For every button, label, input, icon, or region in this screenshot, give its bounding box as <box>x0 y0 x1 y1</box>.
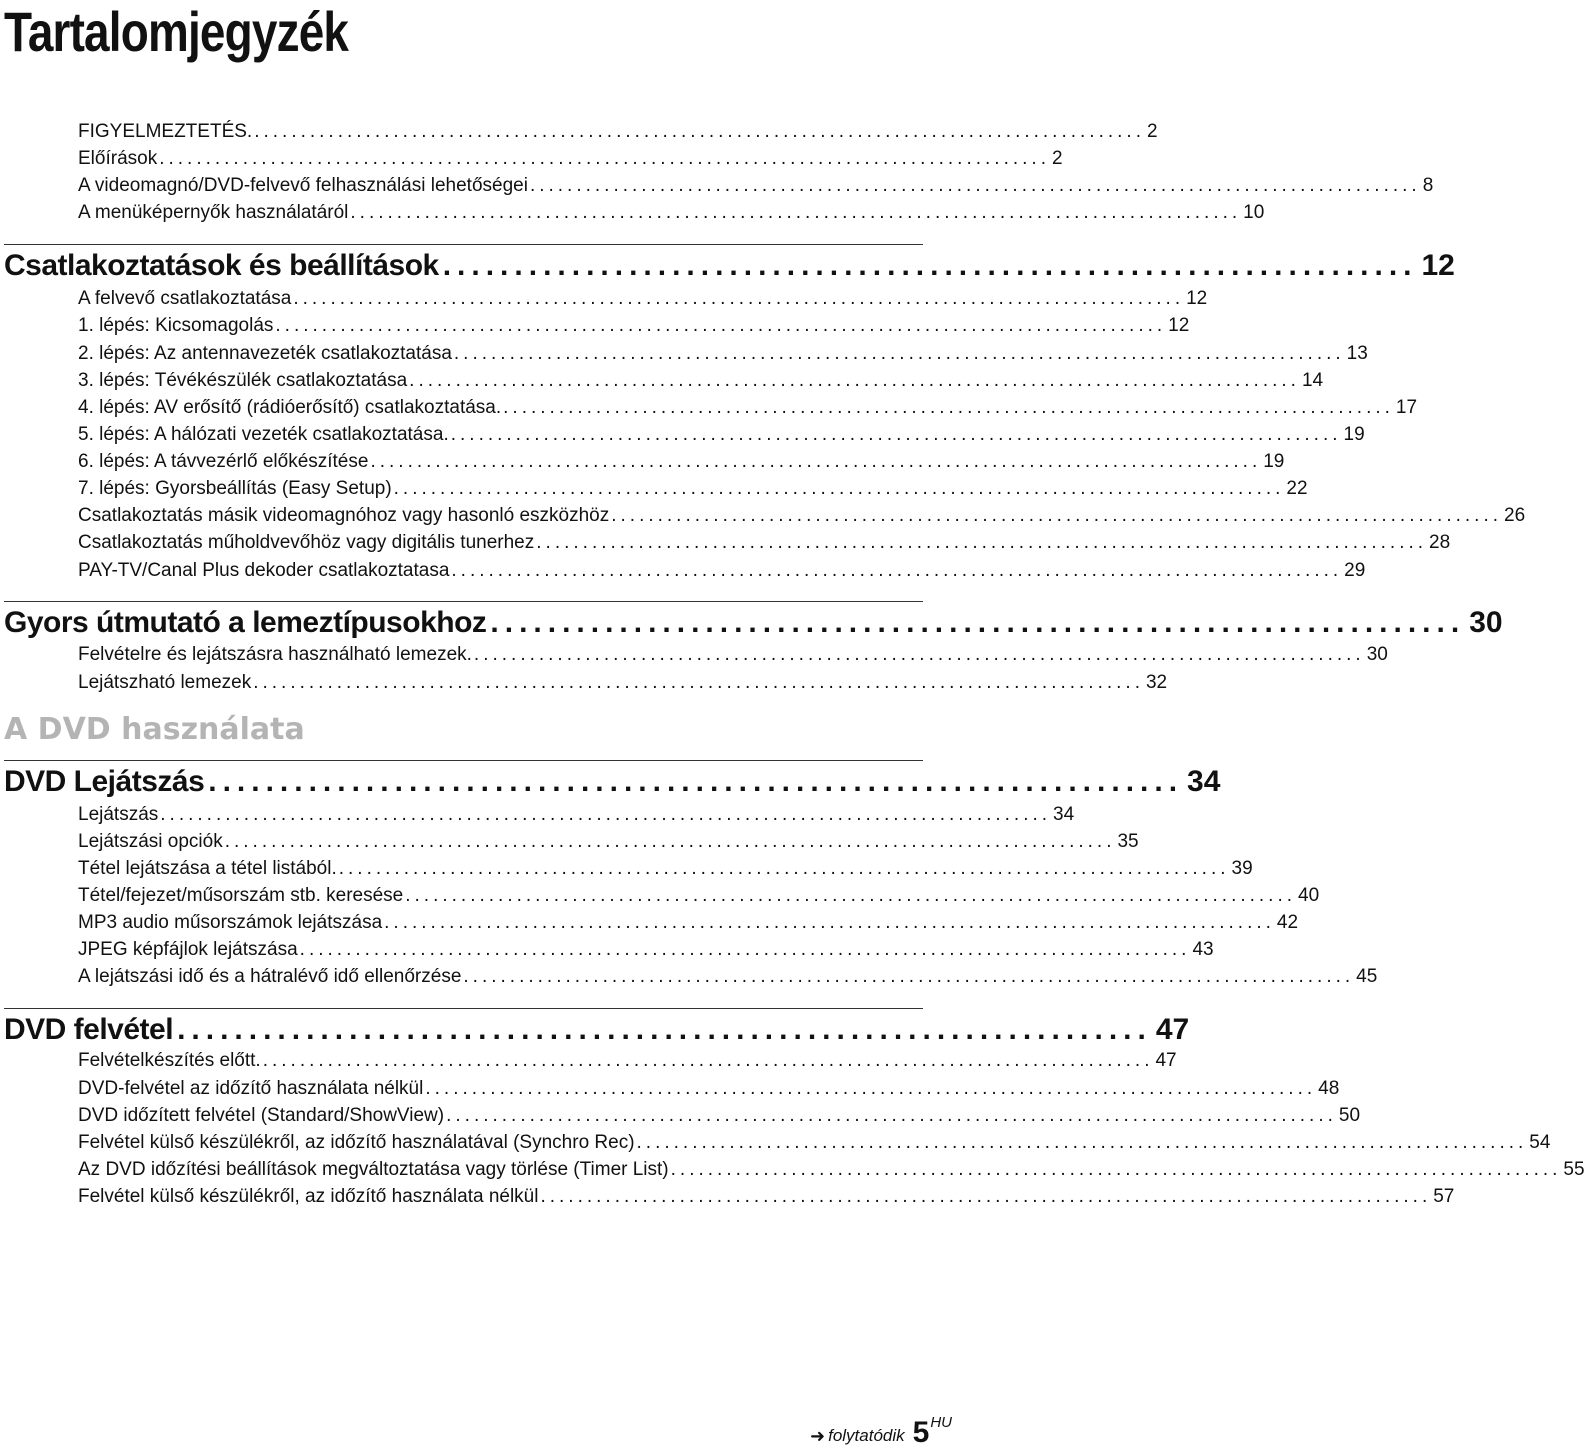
leader-dots: ................................................................................................ <box>453 343 1345 364</box>
toc-entry-page: 8 <box>1422 175 1434 196</box>
toc-entry-label: Lejátszás <box>78 804 159 825</box>
leader-dots: ................................................................................................ <box>405 885 1297 906</box>
leader-dots: ................................................................................................ <box>540 1186 1432 1207</box>
toc-entry-label: Előírások <box>78 148 158 169</box>
toc-entry-label: Tétel lejátszása a tétel listából. <box>78 858 337 879</box>
section-title: Gyors útmutató a lemeztípusokhoz <box>4 606 487 639</box>
toc-entry-label: PAY-TV/Canal Plus dekoder csatlakoztatasa <box>78 560 450 581</box>
leader-dots: ................................................................................................ <box>451 560 1343 581</box>
toc-entry[interactable] <box>78 145 1063 173</box>
toc-entry-label: Felvételkészítés előtt. <box>78 1050 261 1071</box>
toc-entry[interactable] <box>78 801 1075 829</box>
page-footer <box>810 1414 952 1448</box>
toc-entry[interactable] <box>78 855 1253 883</box>
continue-arrow-icon: ➜ <box>810 1426 826 1446</box>
section-title: DVD felvétel <box>4 1013 174 1046</box>
leader-dots: ................................................................................................ <box>224 831 1116 852</box>
toc-entry-page: 54 <box>1529 1132 1551 1153</box>
toc-entry[interactable] <box>78 641 1388 669</box>
section-page: 47 <box>1155 1013 1190 1046</box>
toc-entry-label: 6. lépés: A távvezérlő előkészítése <box>78 451 369 472</box>
toc-entry[interactable] <box>78 1047 1177 1075</box>
toc-entry[interactable] <box>78 936 1214 964</box>
toc-entry-page: 2 <box>1146 121 1158 142</box>
section-divider <box>4 760 923 761</box>
toc-entry-label: Az DVD időzítési beállítások megváltoztatása vagy törlése (Timer List) <box>78 1159 669 1180</box>
leader-dots: ................................................................................................ <box>529 175 1421 196</box>
toc-entry[interactable] <box>78 367 1324 395</box>
toc-entry-page: 10 <box>1243 202 1265 223</box>
toc-entry[interactable] <box>78 118 1158 146</box>
leader-dots: ................................................................................................ <box>450 424 1342 445</box>
toc-entry-label: FIGYELMEZTETÉS. <box>78 121 253 142</box>
leader-dots: ................................................................................................ <box>670 1159 1562 1180</box>
toc-entry[interactable] <box>78 285 1208 313</box>
toc-entry-label: DVD időzített felvétel (Standard/ShowView) <box>78 1105 445 1126</box>
toc-entry-label: Felvételre és lejátszásra használható lemezek. <box>78 644 472 665</box>
toc-section-heading[interactable] <box>4 603 1503 643</box>
toc-entry[interactable] <box>78 557 1366 585</box>
toc-entry-label: DVD-felvétel az időzítő használata nélkül <box>78 1078 424 1099</box>
toc-entry[interactable] <box>78 502 1526 530</box>
toc-entry-page: 57 <box>1433 1186 1455 1207</box>
toc-entry[interactable] <box>78 669 1168 697</box>
toc-entry-page: 2 <box>1051 148 1063 169</box>
toc-entry[interactable] <box>78 172 1434 200</box>
toc-entry-page: 19 <box>1343 424 1365 445</box>
toc-entry-page: 55 <box>1563 1159 1585 1180</box>
toc-section-heading[interactable] <box>4 246 1455 286</box>
toc-entry[interactable] <box>78 909 1299 937</box>
leader-dots: ................................................................................................ <box>463 966 1355 987</box>
language-code: HU <box>930 1414 952 1431</box>
toc-entry-page: 42 <box>1276 912 1299 933</box>
toc-entry-label: A menüképernyők használatáról <box>78 202 349 223</box>
leader-dots: ................................................................................................ <box>299 939 1191 960</box>
toc-entry[interactable] <box>78 475 1308 503</box>
toc-entry-page: 28 <box>1429 532 1451 553</box>
part-title: A DVD használata <box>4 712 305 747</box>
toc-entry-label: A lejátszási idő és a hátralévő idő ellenőrzése <box>78 966 462 987</box>
toc-entry-page: 32 <box>1145 672 1168 693</box>
section-page: 30 <box>1469 606 1503 639</box>
toc-entry[interactable] <box>78 1075 1340 1103</box>
leader-dots: ................................................................................................ <box>425 1078 1317 1099</box>
toc-entry-page: 47 <box>1155 1050 1177 1071</box>
toc-entry-label: 1. lépés: Kicsomagolás <box>78 315 274 336</box>
section-divider <box>4 601 923 602</box>
leader-dots: ................................................................................................ <box>275 315 1167 336</box>
section-divider <box>4 1008 923 1009</box>
toc-entry-label: Felvétel külső készülékről, az időzítő használatával (Synchro Rec) <box>78 1132 635 1153</box>
leader-dots: ................................................................................................ <box>370 451 1262 472</box>
toc-entry-label: A felvevő csatlakoztatása <box>78 288 292 309</box>
leader-dots: ................................................................................................ <box>536 532 1428 553</box>
toc-entry-page: 14 <box>1301 370 1324 391</box>
toc-entry[interactable] <box>78 448 1285 476</box>
toc-entry[interactable] <box>78 1129 1551 1157</box>
leader-dots: ................................................................................................ <box>254 121 1145 142</box>
toc-entry-page: 40 <box>1298 885 1320 906</box>
continued-label: folytatódik <box>828 1426 905 1445</box>
page-title: Tartalomjegyzék <box>4 0 349 63</box>
leader-dots: ................................................................................................ <box>636 1132 1528 1153</box>
toc-section-heading[interactable] <box>4 1010 1190 1050</box>
leader-dots: ................................................................................................ <box>293 288 1185 309</box>
leader-dots: .................................................................... <box>442 249 1418 282</box>
toc-entry[interactable] <box>78 199 1265 227</box>
leader-dots: ................................................................................................ <box>409 370 1300 391</box>
toc-entry[interactable] <box>78 882 1320 910</box>
toc-entry[interactable] <box>78 963 1378 991</box>
leader-dots: ................................................................................................ <box>338 858 1230 879</box>
toc-entry-page: 22 <box>1286 478 1308 499</box>
toc-entry[interactable] <box>78 340 1368 368</box>
toc-entry-label: 7. lépés: Gyorsbeállítás (Easy Setup) <box>78 478 392 499</box>
leader-dots: .................................................................... <box>490 606 1466 639</box>
toc-entry-page: 50 <box>1338 1105 1361 1126</box>
section-title: DVD Lejátszás <box>4 765 205 798</box>
toc-entry-page: 13 <box>1346 343 1368 364</box>
toc-entry-label: Tétel/fejezet/műsorszám stb. keresése <box>78 885 404 906</box>
section-page: 12 <box>1421 249 1455 282</box>
leader-dots: .................................................................... <box>177 1013 1152 1046</box>
toc-entry-label: Csatlakoztatás műholdvevőhöz vagy digitális tunerhez <box>78 532 535 553</box>
toc-entry-label: Lejátszható lemezek <box>78 672 252 693</box>
toc-entry-page: 30 <box>1366 644 1388 665</box>
toc-entry-label: 4. lépés: AV erősítő (rádióerősítő) csatlakoztatása. <box>78 397 502 418</box>
leader-dots: ................................................................................................ <box>262 1050 1154 1071</box>
toc-entry[interactable] <box>78 1156 1585 1184</box>
toc-entry-label: JPEG képfájlok lejátszása <box>78 939 298 960</box>
toc-entry-label: Lejátszási opciók <box>78 831 223 852</box>
leader-dots: ................................................................................................ <box>473 644 1365 665</box>
toc-entry-page: 34 <box>1053 804 1075 825</box>
toc-entry-label: Felvétel külső készülékről, az időzítő használata nélkül <box>78 1186 539 1207</box>
leader-dots: ................................................................................................ <box>384 912 1275 933</box>
leader-dots: ................................................................................................ <box>253 672 1144 693</box>
toc-entry-page: 12 <box>1168 315 1190 336</box>
toc-entry-page: 45 <box>1356 966 1378 987</box>
leader-dots: ................................................................................................ <box>503 397 1394 418</box>
section-page: 34 <box>1187 765 1221 798</box>
toc-entry-label: Csatlakoztatás másik videomagnóhoz vagy hasonló eszközhöz <box>78 505 610 526</box>
toc-entry-page: 12 <box>1186 288 1208 309</box>
toc-entry[interactable] <box>78 1183 1455 1211</box>
toc-entry-label: 2. lépés: Az antennavezeték csatlakoztatása <box>78 343 452 364</box>
toc-entry[interactable] <box>78 1102 1361 1130</box>
leader-dots: ................................................................................................ <box>393 478 1285 499</box>
leader-dots: ................................................................................................ <box>159 148 1050 169</box>
page-number: 5 <box>912 1416 930 1449</box>
toc-entry-page: 26 <box>1504 505 1526 526</box>
toc-entry-label: 5. lépés: A hálózati vezeték csatlakoztatása. <box>78 424 449 445</box>
toc-entry-page: 29 <box>1344 560 1366 581</box>
section-title: Csatlakoztatások és beállítások <box>4 249 439 282</box>
leader-dots: ................................................................................................ <box>160 804 1052 825</box>
toc-entry-label: A videomagnó/DVD-felvevő felhasználási lehetőségei <box>78 175 528 196</box>
toc-entry-page: 19 <box>1263 451 1285 472</box>
section-divider <box>4 244 923 245</box>
toc-entry[interactable] <box>78 394 1418 422</box>
toc-entry-page: 48 <box>1318 1078 1340 1099</box>
leader-dots: ................................................................................................ <box>611 505 1502 526</box>
toc-entry-label: MP3 audio műsorszámok lejátszása <box>78 912 383 933</box>
leader-dots: .................................................................... <box>208 765 1184 798</box>
toc-entry-page: 35 <box>1117 831 1139 852</box>
toc-entry-page: 43 <box>1192 939 1214 960</box>
leader-dots: ................................................................................................ <box>446 1105 1337 1126</box>
toc-entry-page: 17 <box>1395 397 1418 418</box>
toc-section-heading[interactable] <box>4 762 1221 802</box>
toc-entry[interactable] <box>78 828 1139 856</box>
toc-entry[interactable] <box>78 312 1190 340</box>
leader-dots: ................................................................................................ <box>350 202 1242 223</box>
toc-entry-label: 3. lépés: Tévékészülék csatlakoztatása <box>78 370 408 391</box>
toc-entry[interactable] <box>78 529 1451 557</box>
toc-entry[interactable] <box>78 421 1365 449</box>
toc-entry-page: 39 <box>1231 858 1253 879</box>
